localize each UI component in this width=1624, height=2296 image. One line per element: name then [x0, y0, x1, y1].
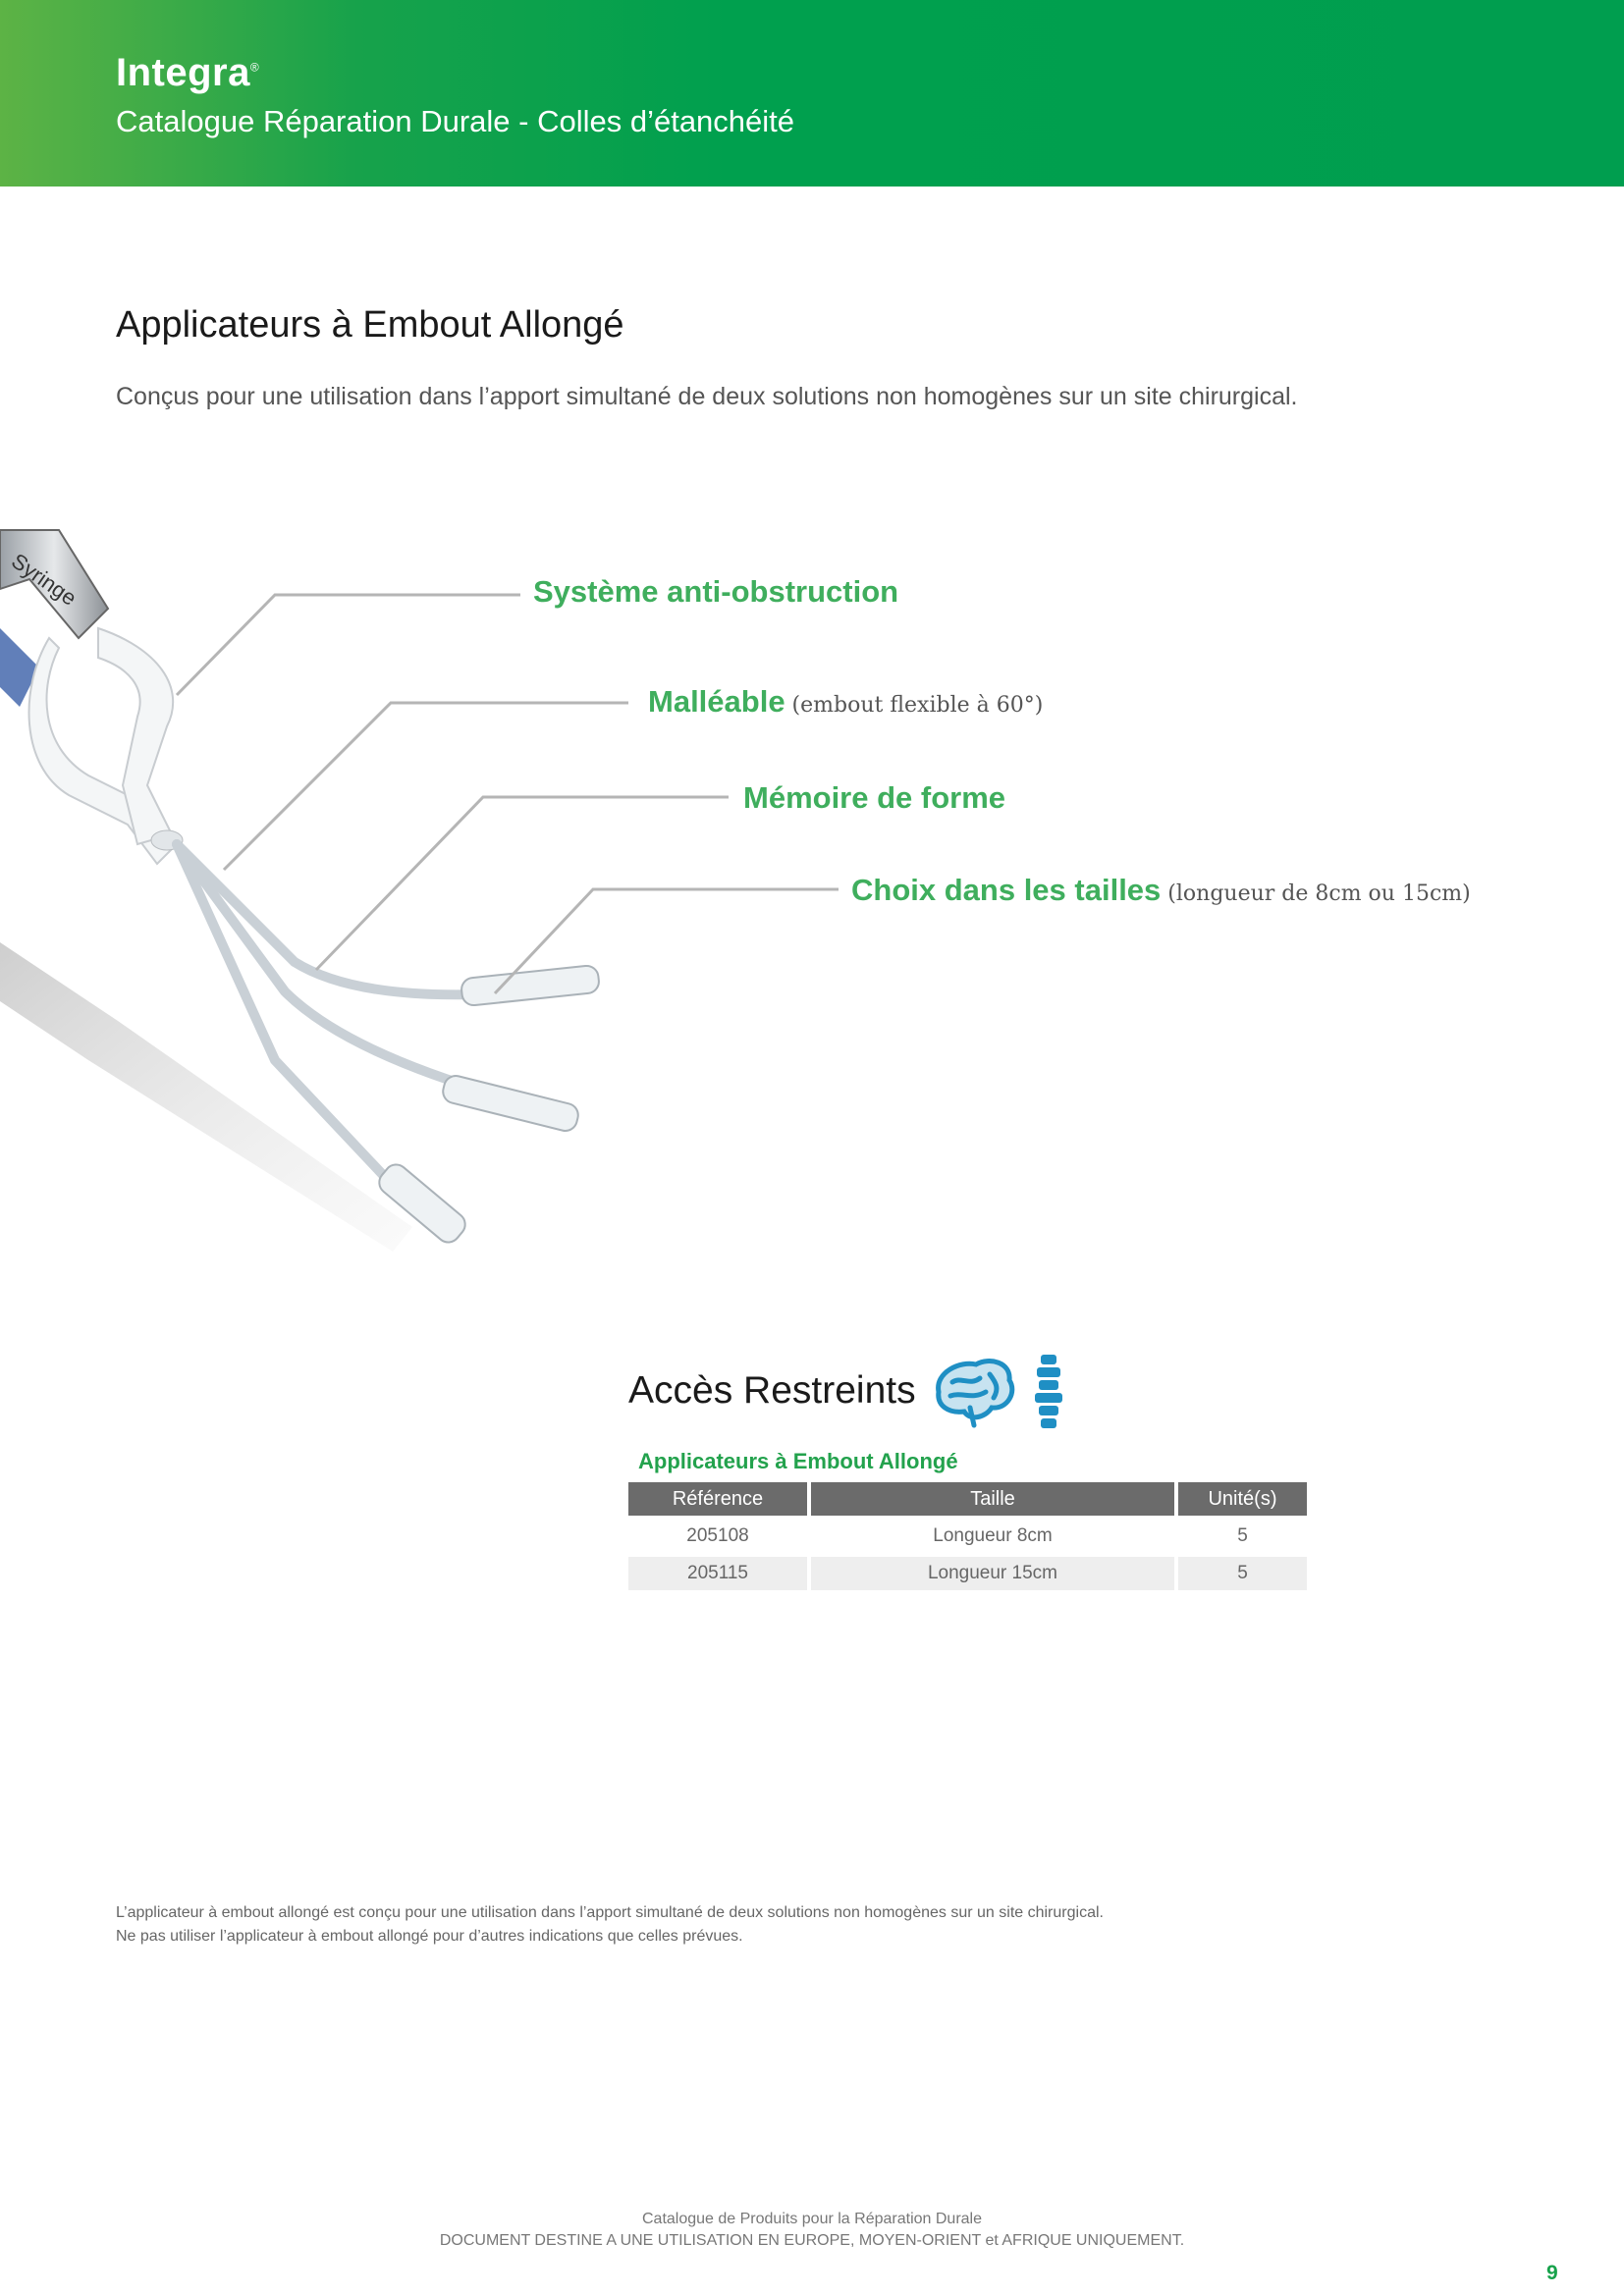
feature-size-choice: Choix dans les tailles (longueur de 8cm ou 15cm) [851, 873, 1471, 907]
cell-units: 5 [1178, 1557, 1307, 1590]
table-row [628, 1520, 1307, 1553]
applicator-product-image [0, 510, 982, 1296]
footer [0, 2209, 1624, 2252]
y-connector [29, 628, 183, 864]
syringe-barrels [0, 530, 108, 707]
fineprint-line: Ne pas utiliser l’applicateur à embout allongé pour d’autres indications que celles prévues. [116, 1928, 743, 1945]
fineprint-line: L’applicateur à embout allongé est conçu pour une utilisation dans l’apport simultané de deux solutions non homogènes sur un site chirurgical. [116, 1904, 1104, 1921]
header-banner [0, 0, 1624, 187]
feature-anti-obstruction: Système anti-obstruction [533, 574, 899, 609]
anatomy-icons [931, 1353, 1078, 1431]
restricted-access-title: Accès Restreints [628, 1369, 916, 1412]
table-caption: Applicateurs à Embout Allongé [638, 1449, 958, 1473]
page-number: 9 [1546, 2262, 1558, 2284]
cell-size: Longueur 15cm [811, 1557, 1174, 1590]
svg-text:Syringe: Syringe [7, 548, 81, 611]
feature-shape-memory: Mémoire de forme [743, 780, 1006, 815]
applicator-tip-ends [374, 965, 600, 1248]
catalog-subtitle: Catalogue Réparation Durale - Colles d’étanchéité [116, 104, 795, 138]
table-header-row [628, 1482, 1307, 1516]
product-table [628, 1482, 1307, 1594]
fineprint [116, 1901, 1104, 1949]
table-row [628, 1557, 1307, 1590]
cell-units: 5 [1178, 1520, 1307, 1553]
cell-reference: 205115 [628, 1557, 807, 1590]
footer-catalog-name: Catalogue de Produits pour la Réparation Durale [642, 2211, 982, 2227]
spine-icon [1035, 1355, 1062, 1428]
cell-reference: 205108 [628, 1520, 807, 1553]
applicator-tips [177, 844, 579, 1227]
cell-size: Longueur 8cm [811, 1520, 1174, 1553]
column-header-units: Unité(s) [1178, 1482, 1307, 1516]
brand-logo: Integra® [116, 51, 260, 94]
feature-malleable: Malléable (embout flexible à 60°) [648, 684, 1044, 719]
brain-icon [939, 1362, 1012, 1425]
column-header-reference: Référence [628, 1482, 807, 1516]
footer-disclaimer: DOCUMENT DESTINE A UNE UTILISATION EN EUROPE, MOYEN-ORIENT et AFRIQUE UNIQUEMENT. [439, 2232, 1185, 2249]
intro-text: Conçus pour une utilisation dans l’apport simultané de deux solutions non homogènes sur un site chirurgical. [116, 383, 1298, 410]
callout-lines [177, 595, 839, 993]
page-title: Applicateurs à Embout Allongé [116, 304, 624, 346]
column-header-size: Taille [811, 1482, 1174, 1516]
